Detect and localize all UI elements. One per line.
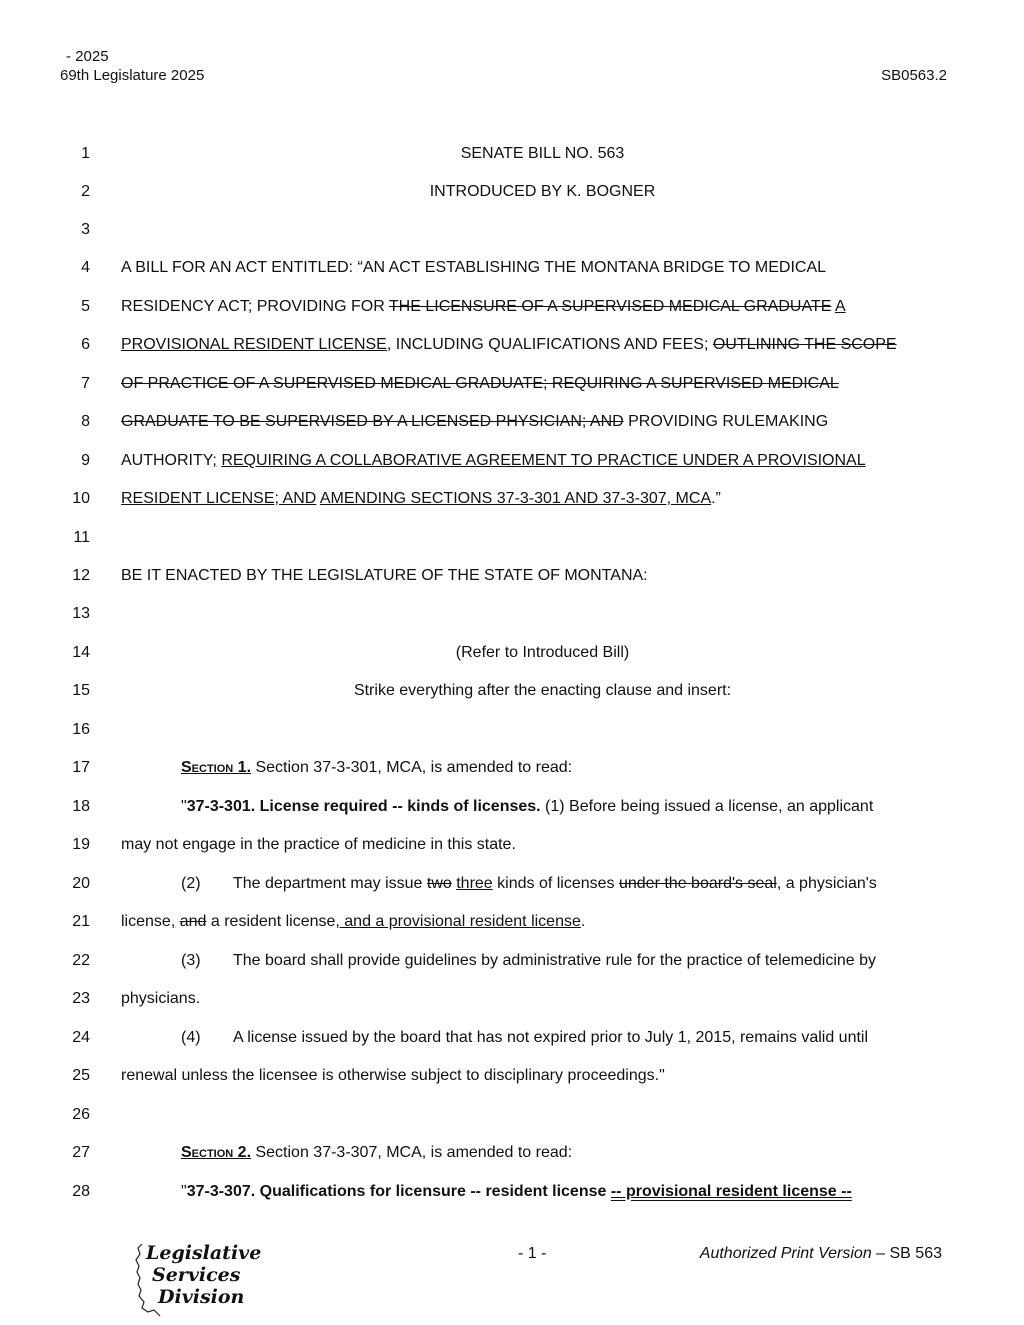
bill-line bbox=[0, 987, 1024, 1011]
struck-text: THE LICENSURE OF A SUPERVISED MEDICAL GRADUATE bbox=[388, 298, 832, 315]
line-text: physicians. bbox=[121, 990, 201, 1007]
struck-text: under the board's seal bbox=[618, 875, 777, 892]
statute-heading: 37-3-307. Qualifications for licensure -- resident license bbox=[186, 1183, 611, 1200]
line-text: RESIDENT LICENSE; AND AMENDING SECTIONS 37-3-301 AND 37-3-307, MCA.” bbox=[121, 490, 721, 507]
line-text: (Refer to Introduced Bill) bbox=[455, 644, 630, 661]
header-session: - 2025 bbox=[66, 48, 109, 65]
struck-text: OF PRACTICE OF A SUPERVISED MEDICAL GRADUATE; REQUIRING A SUPERVISED MEDICAL bbox=[121, 375, 839, 392]
line-number: 24 bbox=[72, 1029, 90, 1046]
section-heading: Section 2. bbox=[181, 1144, 252, 1161]
bill-line bbox=[0, 795, 1024, 819]
line-text: Section 1. Section 37-3-301, MCA, is amended to read: bbox=[181, 759, 573, 776]
line-number: 10 bbox=[72, 490, 90, 507]
bill-line bbox=[0, 949, 1024, 973]
bill-line bbox=[0, 833, 1024, 857]
line-number: 2 bbox=[81, 183, 90, 200]
line-number: 26 bbox=[72, 1106, 90, 1123]
line-text: license, and a resident license, and a provisional resident license. bbox=[121, 913, 586, 930]
line-text: Section 2. Section 37-3-307, MCA, is amended to read: bbox=[181, 1144, 573, 1161]
line-number: 11 bbox=[73, 529, 90, 546]
struck-text: two bbox=[426, 875, 452, 892]
logo-line-2: Services bbox=[152, 1264, 241, 1286]
bill-line bbox=[0, 256, 1024, 280]
bill-sponsor: INTRODUCED BY K. BOGNER bbox=[429, 183, 656, 200]
bill-line bbox=[0, 333, 1024, 357]
line-number: 22 bbox=[72, 952, 90, 969]
statute-heading: 37-3-301. License required -- kinds of licenses. bbox=[186, 798, 541, 815]
section-heading: Section 1. bbox=[181, 759, 252, 776]
line-text: (4) A license issued by the board that has not expired prior to July 1, 2015, remains valid until bbox=[181, 1029, 869, 1046]
inserted-text: AMENDING SECTIONS 37-3-301 AND 37-3-307, MCA bbox=[319, 490, 712, 507]
line-number: 1 bbox=[81, 145, 90, 162]
inserted-text: -- provisional resident license -- bbox=[610, 1183, 852, 1200]
line-text: (3) The board shall provide guidelines by administrative rule for the practice of telemedicine by bbox=[181, 952, 877, 969]
line-text bbox=[121, 372, 934, 396]
bill-line bbox=[0, 449, 1024, 473]
line-number: 7 bbox=[81, 375, 90, 392]
bill-line bbox=[0, 1064, 1024, 1088]
line-number: 15 bbox=[72, 682, 90, 699]
page-number: - 1 - bbox=[518, 1245, 547, 1262]
logo-line-3: Division bbox=[158, 1286, 245, 1308]
line-number: 8 bbox=[81, 413, 90, 430]
enacting-clause: BE IT ENACTED BY THE LEGISLATURE OF THE STATE OF MONTANA: bbox=[121, 567, 648, 584]
line-text: AUTHORITY; REQUIRING A COLLABORATIVE AGREEMENT TO PRACTICE UNDER A PROVISIONAL bbox=[121, 452, 866, 469]
bill-line bbox=[0, 1141, 1024, 1165]
bill-line bbox=[0, 372, 1024, 396]
bill-line bbox=[0, 295, 1024, 319]
line-number: 9 bbox=[81, 452, 90, 469]
line-text: Strike everything after the enacting clause and insert: bbox=[353, 682, 732, 699]
line-text: renewal unless the licensee is otherwise subject to disciplinary proceedings." bbox=[121, 1067, 665, 1084]
bill-line bbox=[0, 602, 1024, 626]
line-number: 20 bbox=[72, 875, 90, 892]
line-number: 16 bbox=[72, 721, 90, 738]
bill-line bbox=[0, 679, 1024, 703]
bill-line bbox=[0, 1103, 1024, 1127]
line-number: 3 bbox=[81, 221, 90, 238]
struck-text: GRADUATE TO BE SUPERVISED BY A LICENSED PHYSICIAN; AND bbox=[121, 413, 624, 430]
line-number: 28 bbox=[72, 1183, 90, 1200]
bill-line bbox=[0, 487, 1024, 511]
inserted-text: REQUIRING A COLLABORATIVE AGREEMENT TO PRACTICE UNDER A PROVISIONAL bbox=[221, 452, 866, 469]
line-number: 25 bbox=[72, 1067, 90, 1084]
line-number: 18 bbox=[72, 798, 90, 815]
inserted-text: PROVISIONAL RESIDENT LICENSE bbox=[121, 336, 387, 353]
line-text: may not engage in the practice of medicine in this state. bbox=[121, 836, 516, 853]
bill-line bbox=[0, 641, 1024, 665]
inserted-text: A bbox=[834, 298, 846, 315]
line-text: "37-3-301. License required -- kinds of licenses. (1) Before being issued a license, an applicant bbox=[181, 798, 874, 815]
bill-line bbox=[0, 1026, 1024, 1050]
bill-line bbox=[0, 718, 1024, 742]
inserted-text: ; bbox=[212, 452, 217, 469]
line-number: 21 bbox=[72, 913, 90, 930]
logo-line-1: Legislative bbox=[146, 1242, 262, 1264]
bill-line bbox=[0, 180, 1024, 204]
inserted-text: RESIDENT LICENSE; AND bbox=[121, 490, 317, 507]
line-number: 27 bbox=[72, 1144, 90, 1161]
bill-line bbox=[0, 872, 1024, 896]
line-number: 17 bbox=[72, 759, 90, 776]
line-number: 12 bbox=[72, 567, 90, 584]
bill-title: SENATE BILL NO. 563 bbox=[460, 145, 625, 162]
line-number: 4 bbox=[81, 259, 90, 276]
line-number: 23 bbox=[72, 990, 90, 1007]
authorized-print-version: Authorized Print Version – SB 563 bbox=[699, 1245, 942, 1262]
header-legislature: 69th Legislature 2025 bbox=[60, 67, 205, 84]
legislative-services-logo bbox=[130, 1240, 262, 1320]
inserted-text: three bbox=[456, 875, 493, 892]
struck-text: OUTLINING THE SCOPE bbox=[712, 336, 897, 353]
bill-line bbox=[0, 756, 1024, 780]
header-bill-id: SB0563.2 bbox=[881, 67, 947, 84]
bill-line bbox=[0, 910, 1024, 934]
line-number: 14 bbox=[72, 644, 90, 661]
line-text: RESIDENCY ACT; PROVIDING FOR THE LICENSURE OF A SUPERVISED MEDICAL GRADUATE A bbox=[121, 298, 846, 315]
bill-line bbox=[0, 1180, 1024, 1204]
bill-line bbox=[0, 526, 1024, 550]
line-number: 13 bbox=[72, 605, 90, 622]
line-text: GRADUATE TO BE SUPERVISED BY A LICENSED PHYSICIAN; AND PROVIDING RULEMAKING bbox=[121, 413, 829, 430]
bill-line bbox=[0, 218, 1024, 242]
bill-line bbox=[0, 564, 1024, 588]
line-text: PROVISIONAL RESIDENT LICENSE, INCLUDING QUALIFICATIONS AND FEES; OUTLINING THE SCOPE bbox=[121, 336, 897, 353]
bill-line bbox=[0, 410, 1024, 434]
line-number: 5 bbox=[81, 298, 90, 315]
line-number: 6 bbox=[81, 336, 90, 353]
line-number: 19 bbox=[72, 836, 90, 853]
struck-text: and bbox=[179, 913, 207, 930]
line-text: "37-3-307. Qualifications for licensure -- resident license -- provisional resident license -- bbox=[181, 1183, 852, 1200]
inserted-text: , and a provisional resident license bbox=[335, 913, 581, 930]
inserted-text: , bbox=[170, 913, 176, 930]
line-text: (2) The department may issue two three kinds of licenses under the board's seal, a physician's bbox=[181, 875, 877, 892]
line-text: A BILL FOR AN ACT ENTITLED: “AN ACT ESTABLISHING THE MONTANA BRIDGE TO MEDICAL bbox=[121, 259, 827, 276]
bill-line bbox=[0, 142, 1024, 166]
